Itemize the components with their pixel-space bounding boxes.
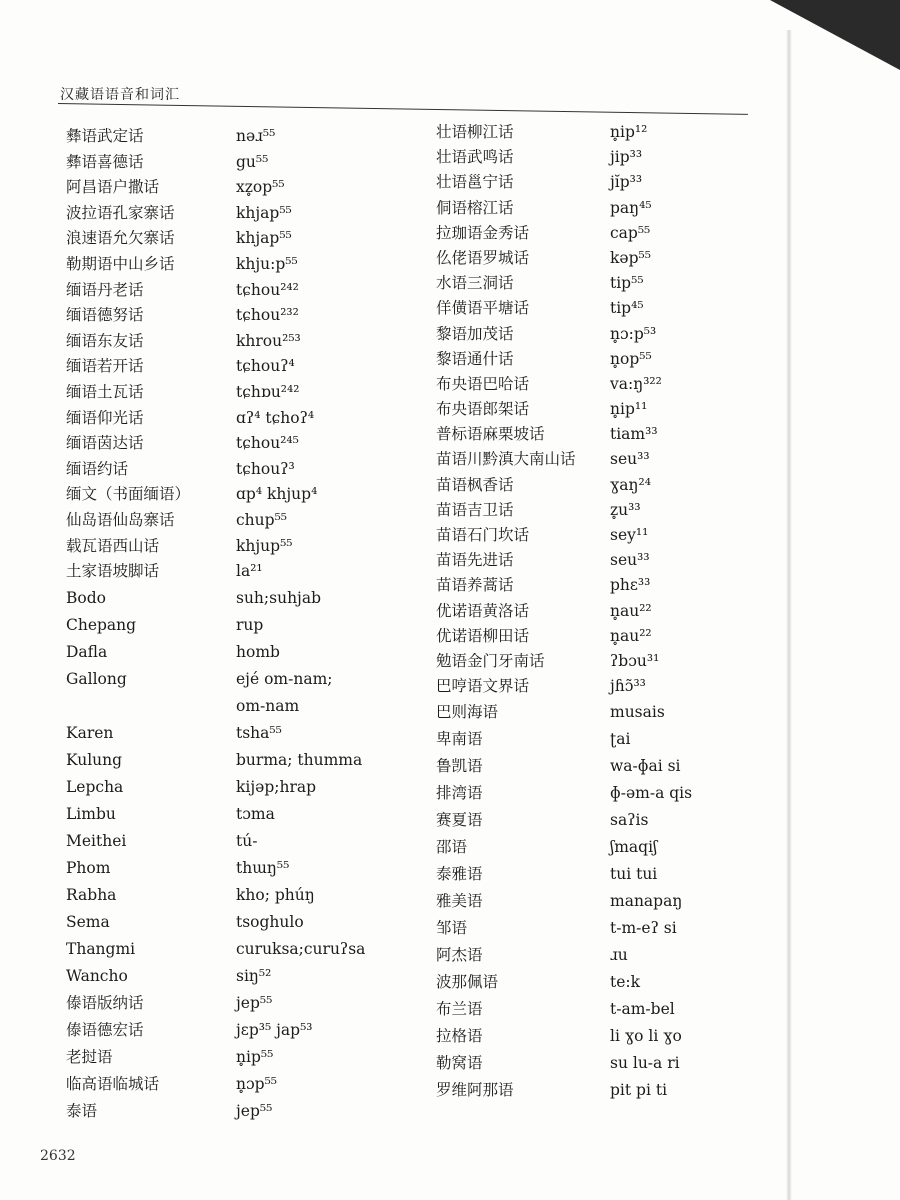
left-form-column [236, 124, 365, 1125]
language-name: 赛夏语 [436, 811, 483, 830]
language-name: 壮语邕宁话 [436, 173, 514, 192]
language-name: 缅语仰光话 [66, 408, 144, 427]
language-name: 普标语麻栗坡话 [436, 425, 545, 444]
word-form: te:k [610, 973, 641, 992]
word-form: suh;suhjab [236, 588, 322, 607]
word-form: ɸ-əm-a qis [610, 784, 693, 803]
language-name: 优诺语黄洛话 [436, 601, 530, 620]
page-gutter-fold [786, 30, 792, 1200]
language-name: 鲁凯语 [436, 757, 483, 776]
word-form: homb [236, 642, 280, 661]
word-form: t-am-bel [610, 1000, 675, 1019]
language-name: 优诺语柳田话 [436, 626, 530, 645]
language-name: 缅语约话 [66, 459, 129, 478]
language-name: Bodo [66, 588, 106, 607]
word-form: su lu-a ri [610, 1054, 680, 1073]
language-name: 邹语 [436, 919, 468, 938]
page-number: 2632 [40, 1148, 76, 1164]
word-form: ɣaŋ²⁴ [610, 475, 651, 494]
word-form: n̥au²² [610, 626, 652, 645]
language-name: 泰语 [66, 1101, 98, 1120]
word-form: tɕhɒu²⁴² [236, 382, 300, 401]
language-name: 阿杰语 [436, 946, 483, 965]
language-name: 彝语喜德话 [66, 152, 144, 171]
word-form: jɛp³⁵ jap⁵³ [236, 1020, 313, 1039]
language-name: Sema [66, 912, 110, 931]
word-form: jĭp³³ [610, 173, 643, 192]
word-form: khrou²⁵³ [236, 331, 301, 350]
language-name: 苗语吉卫话 [436, 500, 514, 519]
word-form: va:ŋ³²² [610, 374, 662, 393]
language-name: 仫佬语罗城话 [436, 248, 530, 267]
word-form: tɕhouʔ⁴ [236, 357, 295, 376]
word-form: tiam³³ [610, 425, 658, 444]
word-form: tui tui [610, 865, 658, 884]
word-form: ɹu [610, 946, 628, 965]
word-form: kho; phúŋ [236, 885, 315, 904]
word-form: ʈai [610, 730, 631, 749]
language-name: 临高语临城话 [66, 1074, 160, 1093]
word-form: siŋ⁵² [236, 966, 272, 985]
language-name: 水语三洞话 [436, 274, 514, 293]
language-name: 排湾语 [436, 784, 483, 803]
language-name: 缅语若开话 [66, 357, 144, 376]
word-form: jep⁵⁵ [236, 993, 273, 1012]
language-name: 缅语土瓦话 [66, 382, 144, 401]
language-name: 波那佩语 [436, 973, 499, 992]
language-name: 拉珈语金秀话 [436, 223, 530, 242]
word-form: n̥ɔ:p⁵³ [610, 324, 657, 343]
language-name: 邵语 [436, 838, 468, 857]
language-name: 壮语柳江话 [436, 123, 514, 141]
language-name: 载瓦语西山话 [66, 536, 160, 555]
language-name: 黎语通什话 [436, 349, 514, 368]
language-name: 苗语养蒿话 [436, 576, 514, 595]
word-form: phɛ³³ [610, 576, 651, 595]
word-form: chup⁵⁵ [236, 510, 287, 529]
language-name: 苗语川黔滇大南山话 [436, 450, 576, 469]
word-form: xz̥op⁵⁵ [236, 178, 285, 197]
language-name: 布兰语 [436, 1000, 483, 1019]
language-name: Thangmi [66, 939, 136, 958]
word-form: khjap⁵⁵ [236, 203, 292, 222]
word-form: tip⁵⁵ [610, 274, 644, 293]
word-form: pit pi ti [610, 1081, 668, 1100]
language-name: Chepang [66, 615, 137, 634]
word-form: gu⁵⁵ [236, 152, 269, 171]
word-form: tsoghulo [236, 912, 304, 931]
language-name: 勉语金门牙南话 [436, 651, 545, 670]
language-name: Phom [66, 858, 111, 877]
language-name: 巴哼语文界话 [436, 677, 530, 696]
word-form: cap⁵⁵ [610, 223, 651, 242]
word-form: seu³³ [610, 551, 650, 570]
word-form: tip⁴⁵ [610, 299, 644, 318]
word-form: jip³³ [610, 148, 643, 167]
word-form: ʔbɔu³¹ [610, 651, 660, 670]
word-form: saʔis [610, 811, 649, 830]
language-name: 苗语石门坎话 [436, 526, 530, 544]
word-form: n̥ip⁵⁵ [236, 1047, 274, 1066]
word-form: la²¹ [236, 562, 263, 581]
language-name: 巴则海语 [436, 703, 499, 722]
word-form: n̥ip¹² [610, 123, 648, 141]
language-name [66, 693, 190, 720]
language-name: 勒窝语 [436, 1054, 483, 1073]
language-name: 黎语加茂话 [436, 324, 514, 343]
language-name: 缅语茵达话 [66, 434, 144, 453]
word-form: tú- [236, 831, 258, 850]
word-form: nəɹ⁵⁵ [236, 127, 276, 145]
word-form: tɕhou²⁴² [236, 280, 299, 299]
language-name: Rabha [66, 885, 117, 904]
language-name: 壮语武鸣话 [436, 148, 514, 167]
language-name: Wancho [66, 966, 128, 985]
language-name: 阿昌语户撒话 [66, 178, 160, 197]
language-name: 布央语巴哈话 [436, 374, 530, 393]
word-form: kijəp;hrap [236, 777, 317, 796]
right-form-column [610, 120, 692, 1104]
word-form: tɕhou²⁴⁵ [236, 434, 299, 453]
language-name: 苗语枫香话 [436, 475, 514, 494]
word-form: khju:p⁵⁵ [236, 254, 298, 273]
word-form: seu³³ [610, 450, 650, 469]
language-name: 仙岛语仙岛寨话 [66, 510, 175, 529]
word-form: n̥ip¹¹ [610, 400, 648, 419]
language-name: Meithei [66, 831, 127, 850]
language-name: 苗语先进话 [436, 551, 514, 570]
language-name: Gallong [66, 669, 127, 688]
word-form: n̥op⁵⁵ [610, 349, 652, 368]
word-form: khjup⁵⁵ [236, 536, 293, 555]
language-name: 缅文（书面缅语） [66, 485, 191, 504]
right-language-column [436, 120, 576, 1104]
word-form: jep⁵⁵ [236, 1101, 273, 1120]
language-name: 傣语版纳话 [66, 993, 144, 1012]
word-form: khjap⁵⁵ [236, 229, 292, 248]
left-language-column [66, 124, 190, 1125]
word-form: ʃmaqiʃ [610, 838, 658, 857]
language-name: 侗语榕江话 [436, 198, 514, 217]
language-name: 罗维阿那语 [436, 1081, 514, 1100]
header-rule [58, 103, 748, 115]
running-header: 汉藏语语音和词汇 [60, 87, 180, 103]
word-form: musais [610, 703, 665, 722]
word-form: jɦɔ̃³³ [610, 677, 646, 696]
word-form: thɯŋ⁵⁵ [236, 858, 290, 877]
language-name: 浪速语允欠寨话 [66, 229, 175, 248]
word-form: burma; thumma [236, 750, 363, 769]
language-name: Lepcha [66, 777, 124, 796]
language-name: Kulung [66, 750, 123, 769]
language-name: 布央语郎架话 [436, 400, 530, 419]
word-form: li ɣo li ɣo [610, 1027, 682, 1046]
word-form: tsha⁵⁵ [236, 723, 282, 742]
word-form: ɑʔ⁴ tɕhoʔ⁴ [236, 408, 315, 427]
language-name: 傣语德宏话 [66, 1020, 144, 1039]
word-form: tɔma [236, 804, 275, 823]
word-form: paŋ⁴⁵ [610, 198, 652, 217]
language-name: 彝语武定话 [66, 127, 144, 145]
language-name: 勒期语中山乡话 [66, 254, 175, 273]
language-name: Limbu [66, 804, 116, 823]
language-name: 雅美语 [436, 892, 483, 911]
language-name: Dafla [66, 642, 108, 661]
word-form: t-m-eʔ si [610, 919, 677, 938]
word-form: manapaŋ [610, 892, 683, 911]
language-name: 佯僙语平塘话 [436, 299, 530, 318]
language-name: 土家语坡脚话 [66, 562, 160, 581]
word-form: kəp⁵⁵ [610, 248, 651, 267]
word-form: curuksa;curuʔsa [236, 939, 366, 958]
word-form: tɕhou²³² [236, 306, 299, 325]
language-name: 泰雅语 [436, 865, 483, 884]
word-form: ejé om-nam; [236, 669, 333, 688]
language-name: 波拉语孔家寨话 [66, 203, 175, 222]
word-form: rup [236, 615, 264, 634]
word-form: wa-ɸai si [610, 757, 681, 776]
word-form: n̥au²² [610, 601, 652, 620]
language-name: 缅语丹老话 [66, 280, 144, 299]
language-name: 老挝语 [66, 1047, 113, 1066]
language-name: 拉格语 [436, 1027, 483, 1046]
word-form: tɕhouʔ³ [236, 459, 295, 478]
word-form: sey¹¹ [610, 526, 649, 544]
language-name: 卑南语 [436, 730, 483, 749]
language-name: 缅语东友话 [66, 331, 144, 350]
word-form: n̥ɔp⁵⁵ [236, 1074, 278, 1093]
language-name: 缅语德努话 [66, 306, 144, 325]
word-form: z̥u³³ [610, 500, 641, 519]
language-name: Karen [66, 723, 114, 742]
word-form: ɑp⁴ khjup⁴ [236, 485, 318, 504]
word-form: om-nam [236, 696, 300, 715]
